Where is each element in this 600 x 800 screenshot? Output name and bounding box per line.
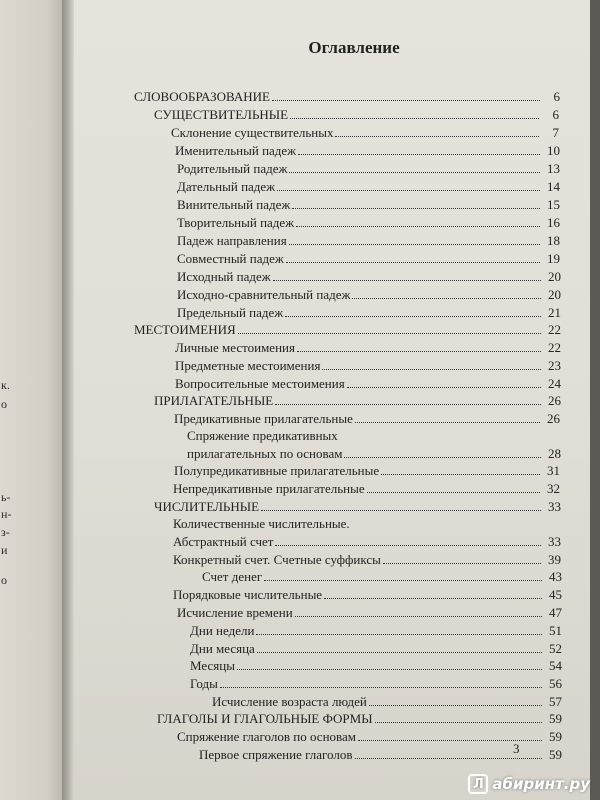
toc-entry xyxy=(202,569,562,585)
toc-entry-page: 20 xyxy=(548,269,561,284)
toc-entry-title: Годы xyxy=(190,676,218,691)
toc-entry-page: 21 xyxy=(548,305,561,320)
toc-entry xyxy=(177,251,560,267)
toc-entry-title: Дни месяца xyxy=(190,641,255,656)
toc-entry-title: Склонение существительных xyxy=(171,125,334,140)
toc-entry-page: 28 xyxy=(548,446,561,461)
toc-entry-page: 6 xyxy=(552,107,559,122)
toc-entry-title: Именительный падеж xyxy=(175,143,297,158)
toc-entry-page: 52 xyxy=(549,641,562,656)
toc-entry-title: Месяцы xyxy=(190,658,235,673)
toc-entry xyxy=(175,358,561,374)
toc-entry-page: 15 xyxy=(547,197,560,212)
toc-dot-leader xyxy=(367,481,540,493)
toc-entry xyxy=(175,143,560,159)
watermark xyxy=(468,774,590,794)
toc-dot-leader xyxy=(322,358,541,370)
toc-entry xyxy=(190,641,562,657)
toc-entry-title: Дательный падеж xyxy=(177,179,276,194)
toc-entry-title: Падеж направления xyxy=(177,233,287,248)
toc-dot-leader xyxy=(275,534,541,546)
toc-dot-leader xyxy=(285,305,541,317)
toc-entry-title: СУЩЕСТВИТЕЛЬНЫЕ xyxy=(154,107,289,122)
toc-entry xyxy=(173,516,350,532)
toc-entry-title: Абстрактный счет xyxy=(173,534,274,549)
toc-entry-title: Исчисление возраста людей xyxy=(212,694,367,709)
toc-entry-page: 59 xyxy=(549,747,562,762)
toc-entry xyxy=(187,428,338,444)
toc-dot-leader xyxy=(352,287,541,299)
toc-entry-title: ПРИЛАГАТЕЛЬНЫЕ xyxy=(154,393,274,408)
left-page-fragment: к. xyxy=(1,378,10,392)
left-page-fragment: з- xyxy=(1,525,10,539)
toc-entry xyxy=(175,340,561,356)
toc-entry xyxy=(212,694,562,710)
toc-entry xyxy=(177,215,560,231)
toc-entry xyxy=(177,287,561,303)
toc-entry-title: Предметные местоимения xyxy=(175,358,321,373)
toc-entry-page: 26 xyxy=(547,411,560,426)
toc-dot-leader xyxy=(256,623,542,635)
left-page-fragment: н- xyxy=(1,507,12,521)
toc-entry-page: 59 xyxy=(549,729,562,744)
toc-entry xyxy=(187,446,561,462)
toc-entry xyxy=(190,623,562,639)
toc-entry-page: 32 xyxy=(547,481,560,496)
toc-entry-page: 20 xyxy=(548,287,561,302)
toc-entry-title: Творительный падеж xyxy=(177,215,295,230)
toc-dot-leader xyxy=(381,463,540,475)
toc-entry-title: Винительный падеж xyxy=(177,197,291,212)
toc-entry xyxy=(177,161,560,177)
toc-dot-leader xyxy=(275,393,541,405)
toc-dot-leader xyxy=(297,340,541,352)
toc-entry-title: Исчисление времени xyxy=(177,605,293,620)
toc-entry xyxy=(190,676,562,692)
toc-dot-leader xyxy=(290,107,539,119)
toc-dot-leader xyxy=(324,587,542,599)
toc-entry-page: 18 xyxy=(547,233,560,248)
toc-entry xyxy=(177,605,562,621)
toc-entry xyxy=(190,658,562,674)
toc-dot-leader xyxy=(238,322,541,334)
toc-dot-leader xyxy=(237,658,542,670)
toc-entry-page: 6 xyxy=(553,89,560,104)
toc-entry xyxy=(174,411,560,427)
toc-dot-leader xyxy=(273,269,541,281)
toc-entry-page: 31 xyxy=(547,463,560,478)
toc-entry-title: Совместный падеж xyxy=(177,251,284,266)
toc-entry xyxy=(199,747,562,763)
toc-dot-leader xyxy=(335,125,539,137)
page-title: Оглавление xyxy=(308,38,400,57)
toc-entry xyxy=(154,107,559,123)
toc-entry-title: Исходный падеж xyxy=(177,269,271,284)
toc-entry-title: прилагательных по основам xyxy=(187,446,343,461)
toc-entry xyxy=(154,393,561,409)
toc-entry-title: Личные местоимения xyxy=(175,340,295,355)
toc-entry-title: Количественные числительные. xyxy=(173,516,350,531)
toc-dot-leader xyxy=(261,499,541,511)
toc-entry-title: Родительный падеж xyxy=(177,161,288,176)
toc-entry-page: 45 xyxy=(549,587,562,602)
toc-entry-title: Конкретный счет. Счетные суффиксы xyxy=(173,552,381,567)
toc-entry xyxy=(177,269,561,285)
toc-entry-page: 14 xyxy=(547,179,560,194)
toc-entry-title: ГЛАГОЛЫ И ГЛАГОЛЬНЫЕ ФОРМЫ xyxy=(157,711,373,726)
labirint-logo-icon: Л xyxy=(468,774,488,794)
toc-dot-leader xyxy=(295,605,542,617)
toc-dot-leader xyxy=(289,161,540,173)
toc-entry xyxy=(177,729,562,745)
toc-entry-page: 43 xyxy=(549,569,562,584)
toc-entry xyxy=(173,587,562,603)
toc-dot-leader xyxy=(272,89,540,101)
toc-entry xyxy=(177,197,560,213)
toc-entry-title: ЧИСЛИТЕЛЬНЫЕ xyxy=(154,499,260,514)
toc-entry-title: СЛОВООБРАЗОВАНИЕ xyxy=(134,89,270,104)
toc-entry-title: МЕСТОИМЕНИЯ xyxy=(134,322,236,337)
toc-dot-leader xyxy=(375,711,542,723)
left-page-fragment: ь- xyxy=(1,490,11,504)
toc-entry xyxy=(134,89,560,105)
toc-dot-leader xyxy=(369,694,542,706)
left-page xyxy=(0,0,62,800)
book-gutter xyxy=(62,0,74,800)
toc-entry xyxy=(171,125,559,141)
toc-entry xyxy=(173,481,560,497)
toc-entry-page: 51 xyxy=(549,623,562,638)
toc-entry-page: 59 xyxy=(549,711,562,726)
toc-dot-leader xyxy=(347,376,541,388)
toc-entry-page: 57 xyxy=(549,694,562,709)
toc-entry-page: 10 xyxy=(547,143,560,158)
toc-dot-leader xyxy=(257,641,542,653)
toc-entry-title: Спряжение глаголов по основам xyxy=(177,729,356,744)
toc-dot-leader xyxy=(298,143,540,155)
toc-entry-page: 54 xyxy=(549,658,562,673)
toc-entry-page: 39 xyxy=(548,552,561,567)
toc-dot-leader xyxy=(344,446,541,458)
toc-dot-leader xyxy=(286,251,540,263)
toc-dot-leader xyxy=(264,569,542,581)
toc-entry-page: 47 xyxy=(549,605,562,620)
toc-entry-page: 22 xyxy=(548,340,561,355)
left-page-fragment: и xyxy=(1,543,8,557)
toc-dot-leader xyxy=(355,411,540,423)
toc-entry-title: Исходно-сравнительный падеж xyxy=(177,287,351,302)
toc-entry-page: 13 xyxy=(547,161,560,176)
toc-entry-title: Предельный падеж xyxy=(177,305,284,320)
left-page-fragment: о xyxy=(1,573,7,587)
toc-entry xyxy=(174,463,560,479)
toc-entry-title: Предикативные прилагательные xyxy=(174,411,353,426)
toc-entry-page: 26 xyxy=(548,393,561,408)
toc-entry xyxy=(177,179,560,195)
toc-entry-title: Спряжение предикативных xyxy=(187,428,338,443)
toc-page xyxy=(74,0,590,800)
watermark-text: абиринт.ру xyxy=(492,775,590,793)
toc-dot-leader xyxy=(277,179,540,191)
toc-entry-page: 19 xyxy=(547,251,560,266)
toc-entry xyxy=(175,376,561,392)
toc-dot-leader xyxy=(296,215,540,227)
toc-dot-leader xyxy=(292,197,540,209)
toc-dot-leader xyxy=(220,676,542,688)
toc-entry xyxy=(157,711,562,727)
toc-entry xyxy=(173,534,561,550)
toc-entry-title: Непредикативные прилагательные xyxy=(173,481,365,496)
toc-entry xyxy=(173,552,561,568)
toc-entry-title: Вопросительные местоимения xyxy=(175,376,345,391)
toc-entry-page: 22 xyxy=(548,322,561,337)
toc-entry xyxy=(177,233,560,249)
toc-entry-title: Порядковые числительные xyxy=(173,587,323,602)
toc-entry-page: 7 xyxy=(552,125,559,140)
left-page-fragment: о xyxy=(1,397,7,411)
toc-entry-title: Счет денег xyxy=(202,569,263,584)
toc-entry xyxy=(154,499,561,515)
page-number: 3 xyxy=(513,741,520,756)
toc-dot-leader xyxy=(358,729,542,741)
toc-entry-page: 16 xyxy=(547,215,560,230)
toc-dot-leader xyxy=(289,233,540,245)
toc-entry xyxy=(134,322,561,338)
toc-entry-page: 56 xyxy=(549,676,562,691)
toc-dot-leader xyxy=(383,552,541,564)
toc-entry xyxy=(177,305,561,321)
toc-entry-title: Полупредикативные прилагательные xyxy=(174,463,380,478)
toc-entry-page: 23 xyxy=(548,358,561,373)
toc-entry-page: 33 xyxy=(548,499,561,514)
toc-entry-title: Первое спряжение глаголов xyxy=(199,747,353,762)
toc-entry-page: 24 xyxy=(548,376,561,391)
toc-entry-page: 33 xyxy=(548,534,561,549)
toc-entry-title: Дни недели xyxy=(190,623,255,638)
